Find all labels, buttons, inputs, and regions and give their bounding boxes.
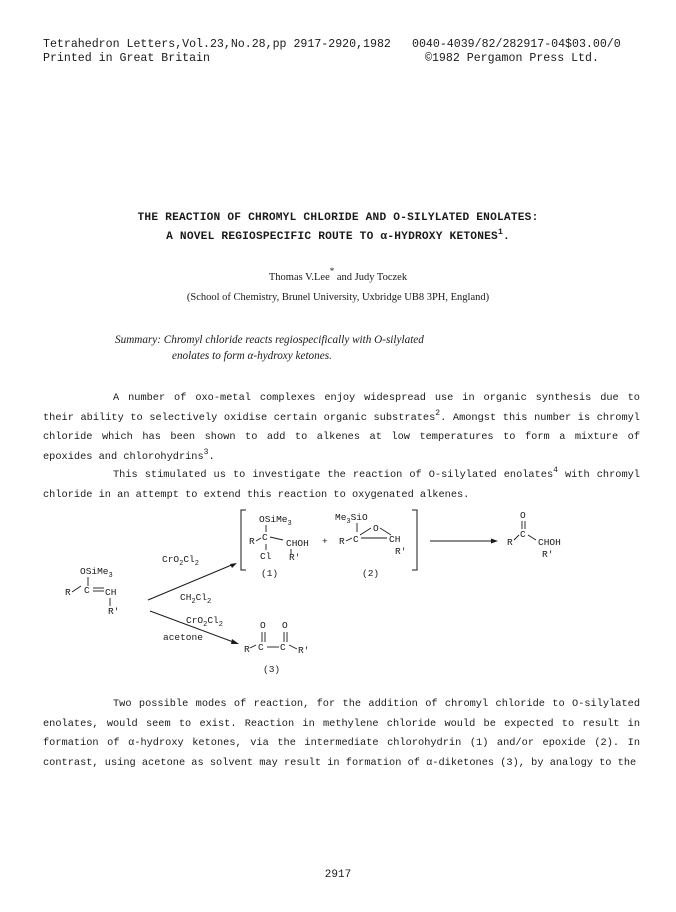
svg-text:R: R xyxy=(244,644,250,655)
title-ref: 1 xyxy=(497,228,503,237)
svg-text:CH: CH xyxy=(389,534,401,545)
svg-text:(2): (2) xyxy=(362,568,380,579)
svg-text:Me3SiO: $Me_3SiO$ xyxy=(335,512,368,526)
svg-text:C: C xyxy=(258,642,264,653)
svg-text:R': R' xyxy=(395,546,407,557)
copyright: ©1982 Pergamon Press Ltd. xyxy=(425,52,599,65)
svg-text:R': R' xyxy=(108,606,120,617)
svg-text:CHOH: CHOH xyxy=(538,537,561,548)
svg-text:C: C xyxy=(84,585,90,596)
issn-code: 0040-4039/82/282917-04$03.00/0 xyxy=(412,38,621,51)
svg-text:CHOH: CHOH xyxy=(286,538,309,549)
svg-text:C: C xyxy=(520,529,526,540)
svg-text:Cl: Cl xyxy=(260,551,272,562)
reaction-scheme xyxy=(0,500,676,690)
svg-text:C: C xyxy=(280,642,286,653)
svg-text:R: R xyxy=(339,536,345,547)
diketone-3 xyxy=(244,620,309,675)
svg-text:R: R xyxy=(507,537,513,548)
journal-citation: Tetrahedron Letters,Vol.23,No.28,pp 2917-2920,1982 xyxy=(43,38,391,51)
svg-text:CH2Cl2: $CH_2Cl_2$ xyxy=(180,592,212,606)
svg-text:CrO2Cl2: $CrO_2Cl_2$ xyxy=(186,615,223,629)
hydroxy-ketone-product xyxy=(507,510,561,560)
svg-text:O: O xyxy=(520,510,526,521)
paragraph-3: Two possible modes of reaction, for the addition of chromyl chloride to O-silylated enolates, would seem to exist. Reaction in methylene chloride would be expected to result in formation of α-hydroxy ketones, via the intermediate chlorohydrin (1) and/or epoxide (2). In contrast, using acetone as solvent may result in formation of α-diketones (3), by analogy to the xyxy=(43,698,640,769)
svg-text:(3): (3) xyxy=(263,664,281,675)
svg-text:+: + xyxy=(322,536,328,547)
svg-text:R': R' xyxy=(298,645,310,656)
bracket-left xyxy=(241,510,246,570)
authors: Thomas V.Lee* and Judy Toczek xyxy=(268,266,408,283)
svg-text:R: R xyxy=(65,587,71,598)
title-line-1: THE REACTION OF CHROMYL CHLORIDE AND O-SILYLATED ENOLATES: xyxy=(137,212,539,224)
svg-text:acetone: acetone xyxy=(163,632,203,643)
page-number: 2917 xyxy=(324,869,352,881)
summary-line-2: enolates to form α-hydroxy ketones. xyxy=(172,350,332,362)
title-line-2: A NOVEL REGIOSPECIFIC ROUTE TO α-HYDROXY KETONES$^1$. xyxy=(166,228,510,243)
svg-text:O: O xyxy=(260,620,266,631)
printed-in: Printed in Great Britain xyxy=(43,52,210,65)
bracket-right xyxy=(412,510,417,570)
paragraph-1: A number of oxo-metal complexes enjoy widespread use in organic synthesis due to their ability to selectively oxidise certain organic substrates$^2$. Amongst this number is chromyl chloride which has been shown to add to alkenes at low temperatures to form a mixture of epoxides and chlorohydrins$^3$. xyxy=(43,392,640,463)
svg-text:CrO2Cl2: $CrO_2Cl_2$ xyxy=(162,554,199,568)
summary-line-1: Summary: Chromyl chloride reacts regiospecifically with O-silylated xyxy=(115,334,424,346)
svg-text:R': R' xyxy=(542,549,554,560)
paragraph-2: This stimulated us to investigate the reaction of O-silylated enolates$^4$ with chromyl chloride in an attempt to extend this reaction to oxygenated alkenes. xyxy=(43,466,640,501)
svg-text:OSiMe3: OSiMe$_3$ xyxy=(259,514,292,528)
starting-enolate xyxy=(65,566,119,617)
svg-text:O: O xyxy=(373,523,379,534)
svg-text:O: O xyxy=(282,620,288,631)
svg-text:OSiMe3: OSiMe$_3$ xyxy=(80,566,113,580)
svg-text:C: C xyxy=(353,534,359,545)
epoxide-2 xyxy=(335,512,406,579)
svg-text:R: R xyxy=(249,536,255,547)
svg-text:C: C xyxy=(262,532,268,543)
svg-text:CH: CH xyxy=(105,587,117,598)
chlorohydrin-1 xyxy=(249,514,309,579)
affiliation: (School of Chemistry, Brunel University, Uxbridge UB8 3PH, England) xyxy=(186,292,490,303)
svg-text:R': R' xyxy=(289,552,301,563)
corresponding-star: * xyxy=(329,266,335,276)
svg-text:(1): (1) xyxy=(261,568,279,579)
